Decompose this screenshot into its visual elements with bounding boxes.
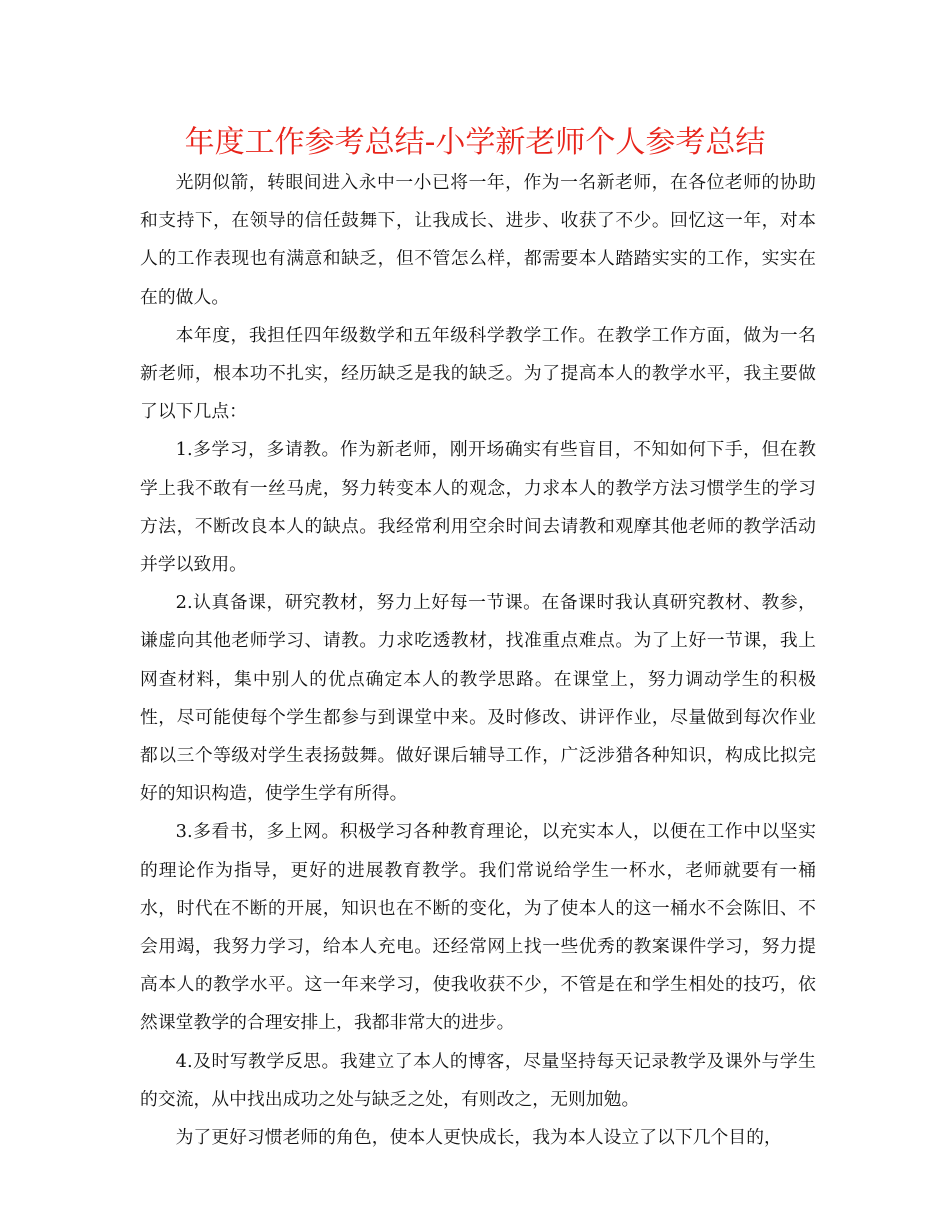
paragraph-point-1: 1.多学习，多请教。作为新老师，刚开场确实有些盲目，不知如何下手，但在教学上我不敢有一丝马虎，努力转变本人的观念，力求本人的教学方法习惯学生的学习方法，不断改良本人的缺点。我经常利用空余时间去请教和观摩其他老师的教学活动并学以致用。 [140,439,816,576]
document-body [140,164,816,1157]
paragraph-teaching-overview: 本年度，我担任四年级数学和五年级科学教学工作。在教学工作方面，做为一名新老师，根本功不扎实，经历缺乏是我的缺乏。为了提高本人的教学水平，我主要做了以下几点： [140,324,816,423]
paragraph-intro: 光阴似箭，转眼间进入永中一小已将一年，作为一名新老师，在各位老师的协助和支持下，在领导的信任鼓舞下，让我成长、进步、收获了不少。回忆这一年，对本人的工作表现也有满意和缺乏，但不管怎么样，都需要本人踏踏实实的工作，实实在在的做人。 [140,172,816,308]
document-title: 年度工作参考总结-小学新老师个人参考总结 [184,125,766,160]
paragraph-point-2: 2.认真备课，研究教材，努力上好每一节课。在备课时我认真研究教材、教参，谦虚向其他老师学习、请教。力求吃透教材，找准重点难点。为了上好一节课，我上网查材料，集中别人的优点确定本人的教学思路。在课堂上，努力调动学生的积极性，尽可能使每个学生都参与到课堂中来。及时修改、讲评作业，尽量做到每次作业都以三个等级对学生表扬鼓舞。做好课后辅导工作，广泛涉猎各种知识，构成比拟完好的知识构造，使学生学有所得。 [140,592,816,805]
paragraph-point-4: 4.及时写教学反思。我建立了本人的博客，尽量坚持每天记录教学及课外与学生的交流，从中找出成功之处与缺乏之处，有则改之，无则加勉。 [140,1050,816,1110]
paragraph-goals: 为了更好习惯老师的角色，使本人更快成长，我为本人设立了以下几个目的， [175,1127,782,1149]
paragraph-point-3: 3.多看书，多上网。积极学习各种教育理论，以充实本人，以便在工作中以坚实的理论作为指导，更好的进展教育教学。我们常说给学生一杯水，老师就要有一桶水，时代在不断的开展，知识也在不断的变化，为了使本人的这一桶水不会陈旧、不会用竭，我努力学习，给本人充电。还经常网上找一些优秀的教案课件学习，努力提高本人的教学水平。这一年来学习，使我收获不少，不管是在和学生相处的技巧，依然课堂教学的合理安排上，我都非常大的进步。 [140,821,816,1034]
